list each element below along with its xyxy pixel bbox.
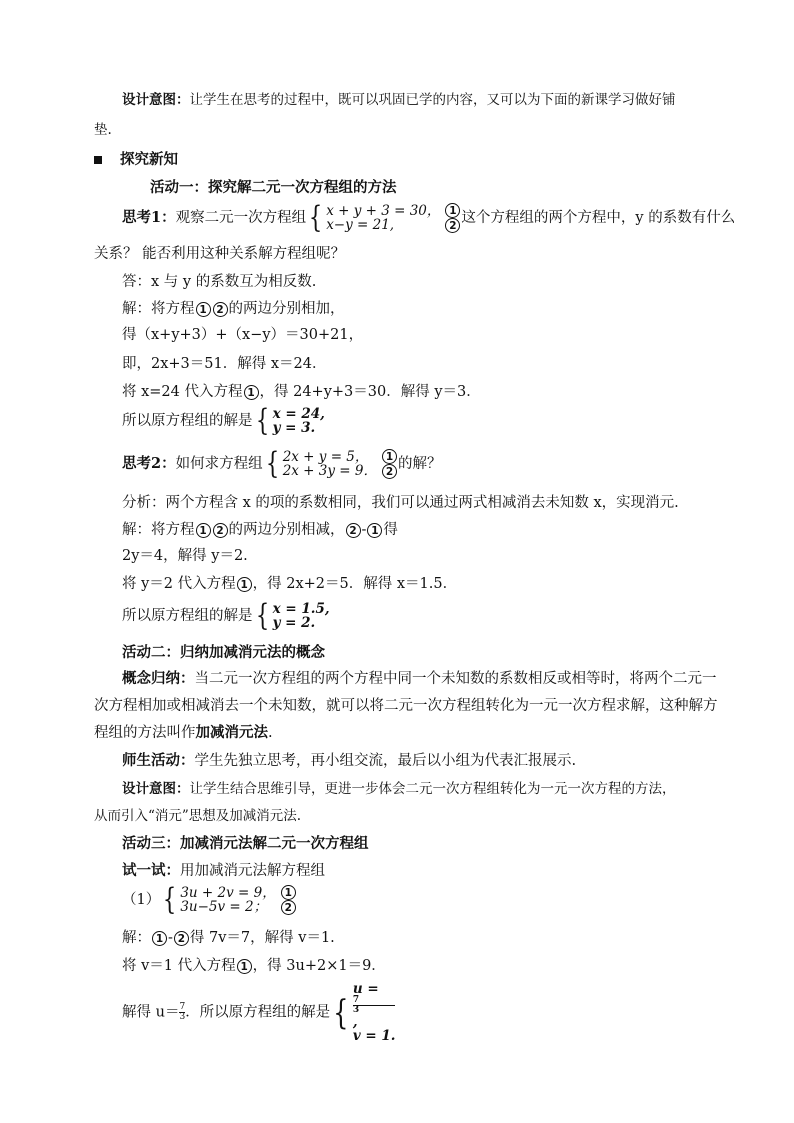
concept-l3-a: 程组的方法叫作 [94, 725, 196, 741]
sol2-b: 的两边分别相减， [228, 522, 345, 538]
solution-2-result [122, 600, 330, 632]
sol2-l3-a: 将 y＝2 代入方程 [122, 576, 236, 592]
sol1-result-label: 所以原方程组的解是 [122, 413, 253, 429]
activity-1-title: 活动一：探究解二元一次方程组的方法 [150, 179, 397, 196]
section-heading [94, 150, 178, 170]
res-2b: y = 2. [272, 615, 316, 631]
circled-2-icon: 2 [213, 523, 228, 538]
res-3b: v = 1. [352, 1028, 396, 1044]
frac-num: 7 [179, 1002, 186, 1012]
eq-3a: 3u + 2v = 9， [180, 885, 276, 901]
res-2a: x = 1.5, [272, 601, 330, 617]
eq-1b: x−y = 21, [326, 217, 395, 233]
try-label: 试一试： [122, 862, 180, 879]
design-intent-label: 设计意图： [122, 92, 190, 108]
res-1b: y = 3. [272, 420, 316, 436]
equation-system-1: { x + y + 3 = 30， x−y = 21, 1 2 [306, 203, 461, 233]
solution-3-line-2 [122, 956, 386, 976]
think-1-cont: 关系？ 能否利用这种关系解方程组呢？ [94, 246, 346, 262]
circled-2-icon: 2 [281, 900, 296, 915]
design-intent-1 [122, 90, 676, 110]
design-intent-2-cont: 从而引入“消元”思想及加减消元法. [94, 808, 302, 824]
circled-1-icon: 1 [237, 577, 252, 592]
solution-3-line-3 [122, 982, 395, 1043]
think-2-post: 的解？ [397, 456, 442, 472]
circled-1-icon: 1 [244, 385, 259, 400]
sol3-b: 得 7v＝7，解得 v＝1. [189, 930, 335, 946]
circled-2-icon: 2 [213, 302, 228, 317]
try-it [122, 861, 325, 881]
circled-1-icon: 1 [152, 931, 167, 946]
circled-1-icon: 1 [237, 959, 252, 974]
sol2-a: 解：将方程 [122, 522, 195, 538]
res-3a-comma: , [352, 1014, 358, 1030]
frac-den: 3 [352, 1005, 360, 1015]
design-intent-2-text: 让学生结合思维引导，更进一步体会二元一次方程组转化为一元一次方程的方法， [189, 781, 676, 797]
frac-den: 3 [179, 1012, 186, 1022]
answer-1: 答：x 与 y 的系数互为相反数. [122, 274, 317, 290]
solution-1-result [122, 405, 325, 437]
concept-term: 加减消元法 [195, 724, 268, 741]
eq-2a: 2x + y = 5， [282, 449, 369, 465]
design-intent-2-label: 设计意图： [122, 781, 190, 797]
design-intent-text: 让学生在思考的过程中，既可以巩固已学的内容，又可以为下面的新课学习做好铺 [189, 92, 676, 108]
sol2-c: 得 [383, 522, 398, 538]
circled-1-icon: 1 [382, 449, 397, 464]
circled-1-icon: 1 [367, 523, 382, 538]
exercise-number: （1） [122, 892, 161, 908]
circled-2-icon: 2 [174, 931, 189, 946]
circled-2-icon: 2 [445, 218, 460, 233]
think-1-post: 这个方程组的两个方程中，y 的系数有什么 [461, 210, 736, 226]
square-bullet-icon [94, 156, 102, 164]
section-title: 探究新知 [120, 151, 178, 168]
think-2-pre: 如何求方程组 [175, 456, 263, 472]
try-text: 用加减消元法解方程组 [180, 863, 325, 879]
analysis-2: 分析：两个方程含 x 的项的系数相同，我们可以通过两式相减消去未知数 x，实现消元. [122, 495, 679, 511]
teacher-student-activity [122, 751, 576, 771]
teacher-text: 学生先独立思考，再小组交流，最后以小组为代表汇报展示. [194, 753, 577, 769]
circled-2-icon: 2 [382, 464, 397, 479]
sol3-l3-a: 解得 u＝ [122, 1004, 180, 1021]
concept-l3-c: . [268, 725, 273, 741]
equation-system-3: { 3u + 2v = 9， 3u−5v = 2； 1 2 [160, 885, 296, 915]
concept-line-1 [122, 669, 717, 689]
circled-2-icon: 2 [346, 523, 361, 538]
solution-1-line-1 [122, 299, 345, 319]
res-3a-text: u = [352, 981, 379, 997]
circled-1-icon: 1 [196, 523, 211, 538]
concept-text-1: 当二元一次方程组的两个方程中同一个未知数的系数相反或相等时，将两个二元一 [194, 671, 717, 687]
sol1-text-a: 解：将方程 [122, 301, 195, 317]
sol1-l4-b: ，得 24+y+3＝30．解得 y＝3． [259, 384, 481, 400]
think-2 [122, 448, 441, 480]
circled-1-icon: 1 [445, 203, 460, 218]
activity-3-title: 活动三：加减消元法解二元一次方程组 [122, 835, 369, 852]
sol3-l2-a: 将 v＝1 代入方程 [122, 958, 236, 974]
concept-line-2: 次方程相加或相减消去一个未知数，就可以将二元一次方程组转化为一元一次方程求解，这种解方 [94, 698, 718, 714]
sol1-text-b: 的两边分别相加， [228, 301, 345, 317]
teacher-label: 师生活动： [122, 752, 195, 769]
eq-1a: x + y + 3 = 30， [326, 203, 441, 219]
concept-label: 概念归纳： [122, 670, 195, 687]
result-system-1: { x = 24, y = 3. [255, 403, 325, 438]
circled-1-icon: 1 [196, 302, 211, 317]
res-3a [353, 982, 396, 1029]
solution-2-line-2: 2y＝4，解得 y＝2. [122, 548, 248, 564]
design-intent-2 [122, 779, 676, 799]
equation-system-2: { 2x + y = 5， 2x + 3y = 9． 1 2 [263, 449, 398, 479]
res-1a: x = 24, [272, 406, 325, 422]
design-intent-1-cont: 垫. [94, 122, 112, 138]
circled-1-icon: 1 [281, 885, 296, 900]
sol2-result-label: 所以原方程组的解是 [122, 608, 253, 624]
sol3-l2-b: ，得 3u+2×1＝9． [252, 958, 386, 974]
eq-2b: 2x + 3y = 9． [282, 463, 377, 479]
frac-num: 7 [353, 996, 396, 1006]
fraction-7-3 [353, 996, 396, 1015]
think-2-label: 思考2： [122, 455, 176, 472]
think-1-pre: 观察二元一次方程组 [175, 210, 307, 226]
eq-3b: 3u−5v = 2； [180, 899, 268, 915]
sol1-l4-a: 将 x=24 代入方程 [122, 384, 243, 400]
exercise-1 [122, 884, 297, 916]
activity-2-title: 活动二：归纳加减消元法的概念 [122, 644, 325, 661]
concept-line-3 [94, 723, 273, 743]
solution-1-line-4 [122, 382, 481, 402]
think-1 [122, 200, 736, 235]
think-1-label: 思考1： [122, 209, 176, 226]
sol3-a: 解： [122, 930, 151, 946]
solution-1-line-2: 得（x+y+3）+（x−y）＝30+21， [122, 327, 364, 343]
result-system-3: { u = 7 3 , v = 1. [333, 981, 396, 1044]
solution-2-line-3 [122, 574, 457, 594]
solution-1-line-3: 即，2x+3＝51．解得 x＝24． [122, 356, 327, 372]
solution-2-line-1: 解：将方程 1 2 的两边分别相减， 2 - 1 得 [122, 522, 398, 538]
result-system-2: { x = 1.5, y = 2. [255, 598, 330, 633]
sol2-l3-b: ，得 2x+2＝5．解得 x＝1.5． [252, 576, 458, 592]
solution-3-line-1: 解： 1 - 2 得 7v＝7，解得 v＝1. [122, 930, 335, 946]
sol3-l3-b: ．所以原方程组的解是 [185, 1004, 331, 1021]
